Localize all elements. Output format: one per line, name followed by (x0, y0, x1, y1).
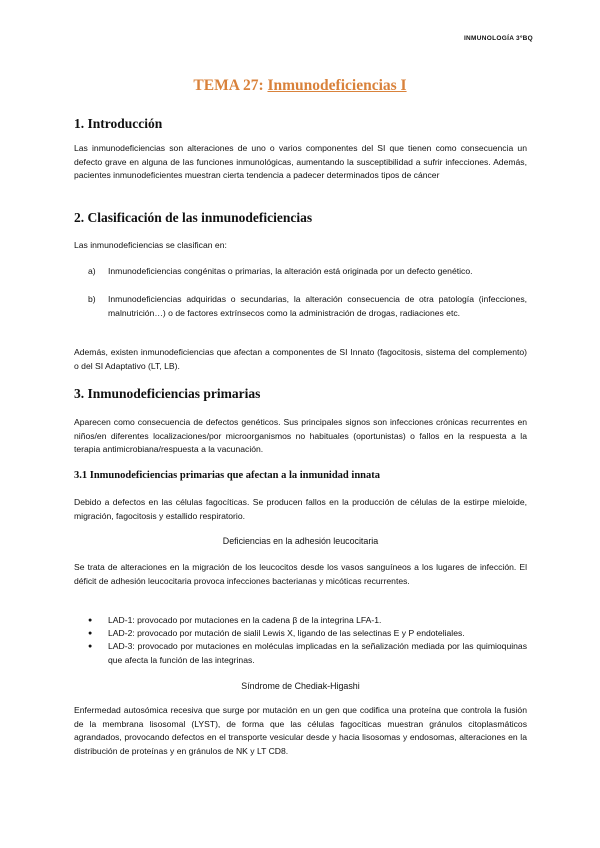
paragraph-introduccion: Las inmunodeficiencias son alteraciones de uno o varios componentes del SI que tienen como consecuencia un defecto grave en alguna de las funciones inmunológicas, aumentando la susceptibilidad a sufrir infecciones. Además, pacientes inmunodeficientes muestran cierta tendencia a padecer determinados tipos de cáncer (74, 143, 527, 181)
list-item: LAD-3: provocado por mutaciones en moléculas implicadas en la señalización mediada por las quimioquinas que afecta la función de las integrinas. (108, 641, 527, 665)
paragraph-adhesion-leucocitaria: Se trata de alteraciones en la migración de los leucocitos desde los vasos sanguíneos a los lugares de infección. El déficit de adhesión leucocitaria provoca infecciones bacterianas y micóticas recurrentes. (74, 562, 527, 586)
bullet-icon: ● (88, 617, 93, 624)
title-name: Inmunodeficiencias I (267, 77, 407, 94)
list-marker: a) (88, 266, 96, 276)
heading-introduccion: 1. Introducción (74, 116, 163, 131)
paragraph-primarias: Aparecen como consecuencia de defectos genéticos. Sus principales signos son infecciones crónicas recurrentes en niños/en diferentes localizaciones/por microorganismos no habituales (oportunistas) o fallos en la respuesta a la terapia antimicrobiana/respuesta a la vacunación. (74, 417, 527, 455)
list-marker: b) (88, 294, 96, 304)
header-tag: INMUNOLOGÍA 3ºBQ (463, 35, 533, 42)
list-item: LAD-2: provocado por mutación de sialil Lewis X, ligando de las selectinas E y P endoteliales. (108, 628, 465, 638)
bullet-icon: ● (88, 630, 93, 637)
paragraph-clasificacion-closing: Además, existen inmunodeficiencias que afectan a componentes de SI Innato (fagocitosis, sistema del complemento) o del SI Adaptativo (LT, LB). (74, 347, 527, 371)
heading-primarias: 3. Inmunodeficiencias primarias (74, 386, 261, 401)
subheading-inmunidad-innata: 3.1 Inmunodeficiencias primarias que afectan a la inmunidad innata (74, 470, 380, 481)
heading-adhesion-leucocitaria: Deficiencias en la adhesión leucocitaria (222, 536, 379, 546)
paragraph-chediak-higashi: Enfermedad autosómica recesiva que surge por mutación en un gen que codifica una proteína que controla la fusión de la membrana lisosomal (LYST), de forma que las células fagocíticas muestran gránulos citoplasmáticos agrandados, provocando defectos en el transporte vesicular desde y hacia lisosomas y endosomas, alteraciones en la distribución de proteínas y en gránulos de NK y LT CD8. (74, 705, 527, 756)
page-title (0, 77, 600, 95)
heading-clasificacion: 2. Clasificación de las inmunodeficiencias (74, 210, 313, 225)
title-prefix: TEMA 27: (193, 77, 264, 94)
bullet-icon: ● (88, 643, 93, 650)
list-item: Inmunodeficiencias congénitas o primarias, la alteración está originada por un defecto genético. (108, 266, 473, 276)
paragraph-inmunidad-innata: Debido a defectos en las células fagocíticas. Se producen fallos en la producción de células de la estirpe mieloide, migración, fagocitosis y estallido respiratorio. (74, 497, 527, 521)
paragraph-clasificacion-intro: Las inmunodeficiencias se clasifican en: (74, 240, 227, 250)
list-item: Inmunodeficiencias adquiridas o secundarias, la alteración consecuencia de otra patología (infecciones, malnutrición…) o de factores extrínsecos como la administración de drogas, radiaciones etc. (108, 294, 527, 318)
heading-chediak-higashi: Síndrome de Chediak-Higashi (241, 681, 360, 691)
list-item: LAD-1: provocado por mutaciones en la cadena β de la integrina LFA-1. (108, 615, 382, 625)
